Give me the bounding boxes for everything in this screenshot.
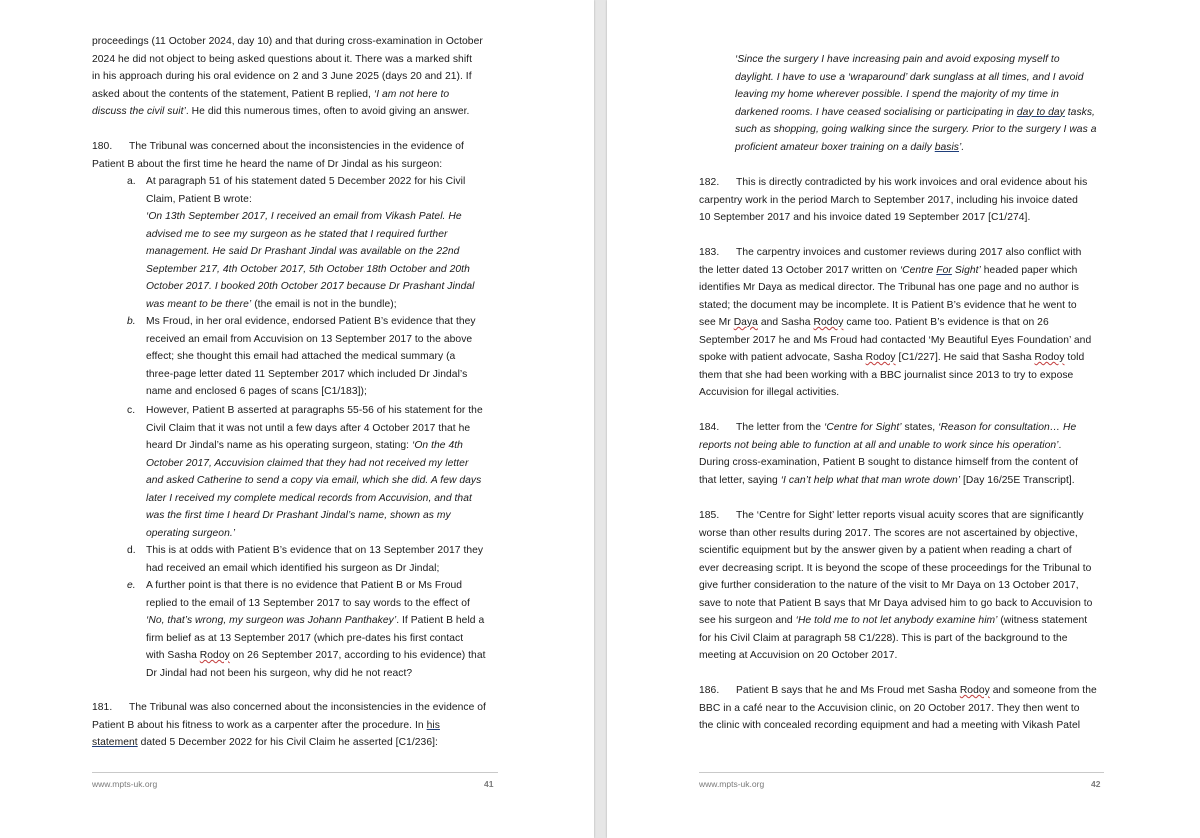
spellcheck-word[interactable]: Rodoy: [959, 685, 990, 696]
text-line: proceedings (11 October 2024, day 10) and that during cross-examination in October: [92, 36, 483, 47]
text-line: Accuvision for illegal activities.: [699, 387, 840, 398]
text-line: BBC in a café near to the Accuvision clinic, on 20 October 2017. They then went to: [699, 702, 1080, 714]
text-line: identifies Mr Daya as medical director. The Tribunal has one page and no author is: [699, 282, 1079, 293]
tracked-change-text[interactable]: basis: [934, 141, 960, 153]
text-line: was meant to be there’ (the email is not in the bundle);: [146, 298, 397, 310]
text-line: worse than other results during 2017. The scores are not ascertained by objective,: [699, 527, 1078, 539]
spellcheck-word[interactable]: Rodoy: [865, 352, 896, 363]
footer-divider: [92, 772, 498, 773]
list-marker: a.: [127, 176, 136, 187]
text-line: Civil Claim that it was not until a few days after 4 October 2017 that he: [146, 422, 471, 434]
text-line: ‘On 13th September 2017, I received an email from Vikash Patel. He: [146, 211, 462, 222]
text-line: was the first time I heard Dr Prashant Jindal’s name, shown as my: [146, 510, 451, 521]
spellcheck-word[interactable]: Rodoy: [1034, 352, 1065, 363]
text-line: At paragraph 51 of his statement dated 5 December 2022 for his Civil: [146, 176, 466, 187]
text-line: them that she had been working with a BBC journalist since 2013 to try to expose: [699, 369, 1074, 381]
spellcheck-word[interactable]: Daya: [733, 317, 758, 328]
footer-url[interactable]: www.mpts-uk.org: [92, 779, 158, 789]
paragraph-182: [699, 174, 1129, 227]
text-line: later I received my complete medical records from Accuvision, and that: [146, 492, 472, 504]
text-line: three-page letter dated 11 September 2017 which included Dr Jindal’s: [146, 368, 468, 380]
text-line: for his Civil Claim at paragraph 58 C1/228). This is part of the background to the: [699, 632, 1068, 644]
text-line: Dr Jindal had not been his surgeon, why did he not react?: [146, 667, 413, 679]
spellcheck-word[interactable]: Rodoy: [199, 650, 230, 661]
paragraph-number: 180.: [92, 141, 113, 152]
document-page-41: [0, 0, 594, 838]
tracked-change-text[interactable]: For: [936, 264, 952, 276]
text-line: scientific equipment but by the answer given by a patient when reading a chart of: [699, 545, 1072, 556]
text-line: Patient B about his fitness to work as a carpenter after the procedure. In his: [92, 719, 440, 731]
paragraph-number: 186.: [699, 685, 720, 696]
text-line: reports not being able to function at all and unable to work since his operation’.: [699, 439, 1062, 451]
list-marker: b.: [127, 316, 136, 327]
text-line: firm belief as at 13 September 2017 (which pre-dates his first contact: [146, 632, 464, 644]
statement-link[interactable]: his: [426, 719, 440, 731]
text-line: name and enclosed 6 pages of scans [C1/183]);: [146, 386, 367, 397]
paragraph-185: [699, 507, 1129, 665]
text-line: see his surgeon and ‘He told me to not let anybody examine him’ (witness statement: [699, 615, 1088, 626]
sub-item-a: [127, 173, 522, 333]
text-line: This is at odds with Patient B’s evidence that on 13 September 2017 they: [146, 545, 484, 556]
paragraph-number: 182.: [699, 177, 720, 188]
text-line: During cross-examination, Patient B sought to distance himself from the content of: [699, 457, 1078, 468]
spellcheck-word[interactable]: Rodoy: [813, 317, 844, 328]
text-line: advised me to see my surgeon as he stated that I required further: [146, 228, 448, 240]
text-line: 183. The carpentry invoices and customer reviews during 2017 also conflict with: [699, 244, 1129, 262]
paragraph-179-continuation: [92, 33, 522, 121]
paragraph-number: 181.: [92, 702, 113, 713]
text-line: 180. The Tribunal was concerned about the inconsistencies in the evidence of: [92, 138, 522, 156]
paragraph-number: 185.: [699, 510, 720, 521]
paragraph-180: [92, 138, 522, 173]
paragraph-186: [699, 682, 1129, 735]
text-line: asked about the contents of the statement, Patient B replied, ‘I am not here to: [92, 88, 450, 100]
text-line: with Sasha Rodoy on 26 September 2017, according to his evidence) that: [146, 650, 486, 661]
footer-divider: [699, 772, 1104, 773]
text-line: 2024 he did not object to being asked questions about it. There was a marked shift: [92, 53, 472, 65]
text-line: proficient amateur boxer training on a daily basis’.: [735, 141, 965, 153]
list-marker: e.: [127, 580, 136, 591]
text-line: September 217, 4th October 2017, 5th October 18th October and 20th: [146, 263, 470, 275]
text-line: However, Patient B asserted at paragraphs 55-56 of his statement for the: [146, 405, 483, 416]
document-page-42: [607, 0, 1200, 838]
text-line: carpentry work in the period March to September 2017, including his invoice dated: [699, 194, 1078, 206]
text-line: 186. Patient B says that he and Ms Froud met Sasha Rodoy and someone from the: [699, 682, 1129, 700]
paragraph-181: [92, 699, 522, 752]
text-line: such as shopping, going walking since the surgery. Prior to the surgery I was a: [735, 124, 1097, 135]
text-line: and asked Catherine to send a copy via email, which she did. A few days: [146, 475, 482, 486]
text-line: the letter dated 13 October 2017 written on ‘Centre For Sight’ headed paper which: [699, 264, 1078, 276]
text-line: ‘Since the surgery I have increasing pain and avoid exposing myself to: [735, 54, 1060, 65]
paragraph-number: 184.: [699, 422, 720, 433]
statement-link[interactable]: statement: [92, 737, 138, 748]
sub-item-d: [127, 542, 522, 578]
text-line: operating surgeon.’: [146, 527, 236, 539]
text-line: 185. The ‘Centre for Sight’ letter reports visual acuity scores that are significantly: [699, 507, 1129, 525]
text-line: A further point is that there is no evidence that Patient B or Ms Froud: [146, 580, 463, 591]
paragraph-183: [699, 244, 1129, 402]
text-line: Claim, Patient B wrote:: [146, 193, 252, 205]
text-line: meeting at Accuvision on 20 October 2017.: [699, 650, 898, 661]
list-marker: d.: [127, 545, 136, 556]
paragraph-number: 183.: [699, 247, 720, 258]
text-line: statement dated 5 December 2022 for his Civil Claim he asserted [C1/236]:: [92, 737, 438, 748]
text-line: that letter, saying ‘I can’t help what that man wrote down’ [Day 16/25E Transcript].: [699, 474, 1075, 486]
text-line: leaving my home wherever possible. I spend the majority of my time in: [735, 89, 1059, 100]
text-line: Ms Froud, in her oral evidence, endorsed Patient B’s evidence that they: [146, 316, 476, 327]
text-line: daylight. I have to use a ‘wraparound’ dark sunglass at all times, and I avoid: [735, 71, 1084, 83]
paragraph-184: [699, 419, 1129, 489]
text-line: Patient B about the first time he heard the name of Dr Jindal as his surgeon:: [92, 158, 443, 170]
text-line: heard Dr Jindal’s name as his operating surgeon, stating: ‘On the 4th: [146, 440, 463, 451]
page-number: 42: [1091, 779, 1101, 789]
text-line: darkened rooms. I have ceased socialising or participating in day to day tasks,: [735, 106, 1095, 118]
text-line: September 2017 he and Ms Froud had contacted ‘My Beautiful Eyes Foundation’ and: [699, 334, 1092, 346]
text-line: management. He said Dr Prashant Jindal was available on the 22nd: [146, 246, 460, 257]
sub-item-b: [127, 313, 522, 403]
text-line: 10 September 2017 and his invoice dated 19 September 2017 [C1/274].: [699, 212, 1031, 223]
text-line: spoke with patient advocate, Sasha Rodoy [C1/227]. He said that Sasha Rodoy told: [699, 352, 1085, 363]
text-line: ‘No, that’s wrong, my surgeon was Johann Panthakey’. If Patient B held a: [146, 615, 485, 626]
text-line: in his approach during his oral evidence on 2 and 3 June 2025 (days 20 and 21). If: [92, 71, 472, 82]
text-line: October 2017, Accuvision claimed that they had not received my letter: [146, 457, 469, 469]
sub-item-e: [127, 577, 522, 683]
sub-item-c: [127, 402, 522, 562]
text-line: save to note that Patient B says that Mr Daya advised him to go back to Accuvision to: [699, 597, 1093, 609]
text-line: effect; she thought this email had attached the medical summary (a: [146, 351, 456, 362]
block-quote: [735, 51, 1135, 156]
text-line: had received an email which identified his surgeon as Dr Jindal;: [146, 562, 440, 574]
text-line: stated; the document may be incomplete. It is Patient B’s evidence that he went to: [699, 299, 1077, 311]
text-line: received an email from Accuvision on 13 September 2017 to the above: [146, 333, 473, 345]
text-line: 184. The letter from the ‘Centre for Sight’ states, ‘Reason for consultation… He: [699, 419, 1129, 437]
text-line: replied to the email of 13 September 2017 to say words to the effect of: [146, 597, 470, 609]
text-line: 182. This is directly contradicted by his work invoices and oral evidence about his: [699, 174, 1129, 192]
text-line: the clinic with concealed recording equipment and had a meeting with Vikash Patel: [699, 720, 1081, 731]
list-marker: c.: [127, 405, 136, 416]
text-line: 181. The Tribunal was also concerned about the inconsistencies in the evidence of: [92, 699, 522, 717]
page-number: 41: [484, 779, 494, 789]
tracked-change-text[interactable]: day to day: [1016, 106, 1065, 118]
text-line: October 2017. I booked 20th October 2017 because Dr Prashant Jindal: [146, 281, 475, 292]
text-line: discuss the civil suit’. He did this numerous times, often to avoid giving an answer.: [92, 106, 470, 117]
text-line: ever decreasing script. It is beyond the scope of these proceedings for the Tribunal to: [699, 562, 1092, 574]
text-line: give further consideration to the nature of the visit to Mr Daya on 13 October 2017,: [699, 580, 1079, 591]
text-line: see Mr Daya and Sasha Rodoy came too. Patient B’s evidence is that on 26: [699, 317, 1049, 328]
footer-url[interactable]: www.mpts-uk.org: [699, 779, 765, 789]
